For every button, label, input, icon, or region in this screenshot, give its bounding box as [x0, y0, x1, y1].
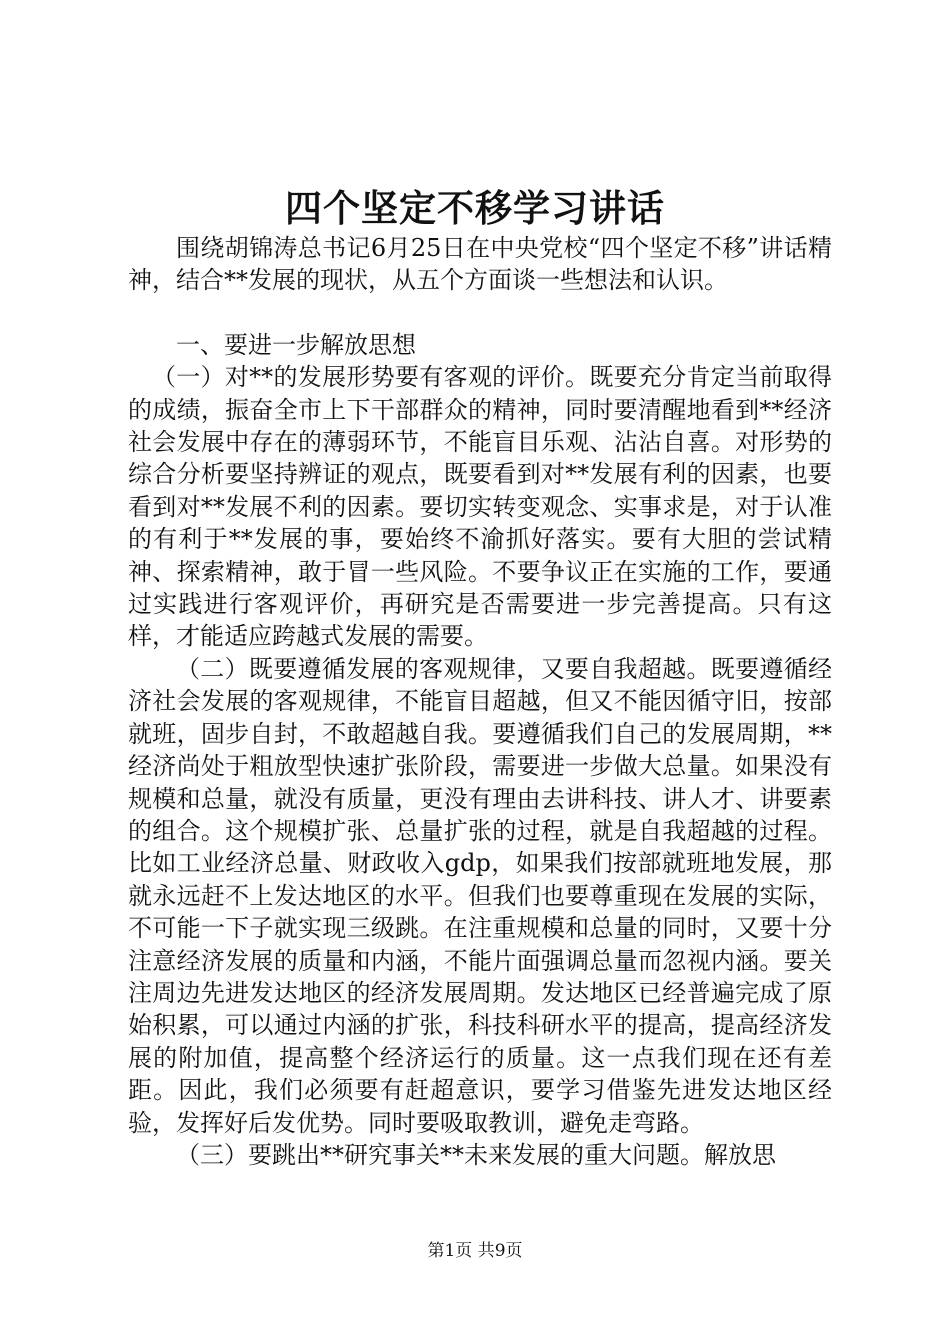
intro-paragraph: 围绕胡锦涛总书记6月25日在中央党校“四个坚定不移”讲话精神，结合**发展的现状，从五个方面谈一些想法和认识。 — [128, 234, 832, 295]
body-paragraph-1: （一）对**的发展形势要有客观的评价。既要充分肯定当前取得的成绩，振奋全市上下干部群众的精神，同时要清醒地看到**经济社会发展中存在的薄弱环节，不能盲目乐观、沾沾自喜。对形势的综合分析要坚持辨证的观点，既要看到对**发展有利的因素，也要看到对**发展不利的因素。要切实转变观念、实事求是，对于认准的有利于**发展的事，要始终不渝抓好落实。要有大胆的尝试精神、探索精神，敢于冒一些风险。不要争议正在实施的工作，要通过实践进行客观评价，再研究是否需要进一步完善提高。只有这样，才能适应跨越式发展的需要。 — [128, 363, 832, 651]
page-indicator: 第1页 共9页 — [427, 1241, 523, 1261]
section-heading: 一、要进一步解放思想 — [176, 330, 416, 359]
document-body — [128, 232, 832, 1171]
paragraph-spacer — [128, 297, 832, 329]
body-paragraph-2: （二）既要遵循发展的客观规律，又要自我超越。既要遵循经济社会发展的客观规律，不能盲目超越，但又不能因循守旧，按部就班，固步自封，不敢超越自我。要遵循我们自己的发展周期，**经济尚处于粗放型快速扩张阶段，需要进一步做大总量。如果没有规模和总量，就没有质量，更没有理由去讲科技、讲人才、讲要素的组合。这个规模扩张、总量扩张的过程，就是自我超越的过程。比如工业经济总量、财政收入gdp，如果我们按部就班地发展，那就永远赶不上发达地区的水平。但我们也要尊重现在发展的实际，不可能一下子就实现三级跳。在注重规模和总量的同时，又要十分注意经济发展的质量和内涵，不能片面强调总量而忽视内涵。要关注周边先进发达地区的经济发展周期。发达地区已经普遍完成了原始积累，可以通过内涵的扩张，科技科研水平的提高，提高经济发展的附加值，提高整个经济运行的质量。这一点我们现在还有差距。因此，我们必须要有赶超意识，要学习借鉴先进发达地区经验，发挥好后发优势。同时要吸取教训，避免走弯路。 — [128, 654, 832, 1137]
body-paragraph-3: （三）要跳出**研究事关**未来发展的重大问题。解放思 — [176, 1140, 776, 1169]
document-title: 四个坚定不移学习讲话 — [285, 186, 665, 230]
